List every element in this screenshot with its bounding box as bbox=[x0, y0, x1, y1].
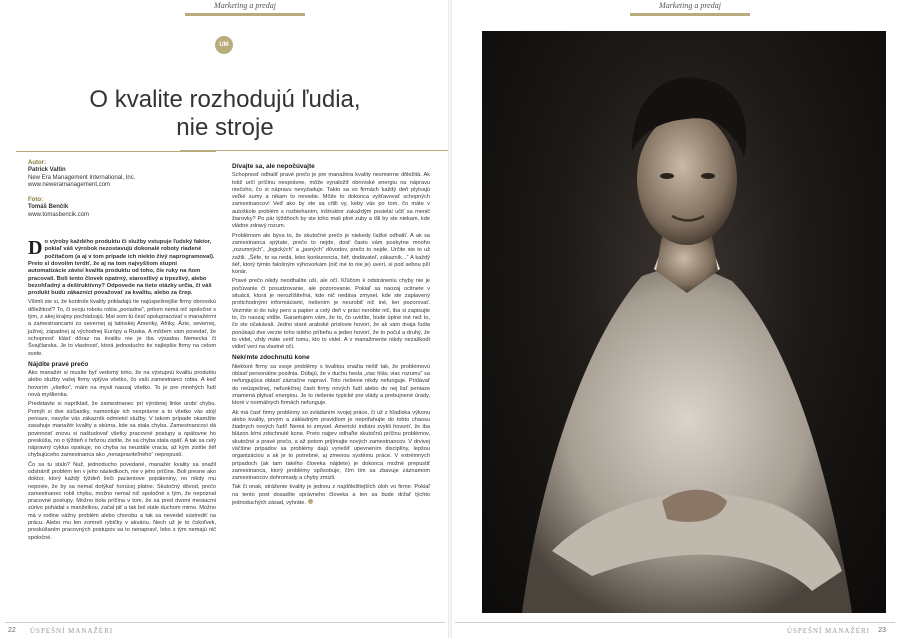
title-line-2: nie stroje bbox=[176, 114, 274, 141]
body-paragraph: Problémom ale býva to, že skutočné prečo je niekedy ťažké odhaliť. A ak sa zamestnanca spýtate, prečo to nejde, dosť často vám poskytne mnoho „rozumných“, „logických“ a „jasných“ dôvodov, prečo to nejde. Určite ste to už zažili. „Šéfe, to sa nedá, lebo konkurencia, šéf, dodávateľ, zákazník...“ A každý šéf, ktorý týmto falošným výhovorkám (nič iné to nie je) uverí, si pod sebou pílí konár. bbox=[232, 232, 430, 276]
title-rule bbox=[180, 150, 450, 151]
footer-rule bbox=[5, 622, 445, 623]
author-name: Patrick Valtin bbox=[28, 167, 66, 174]
body-paragraph: Všimli ste si, že kontrole kvality prikladajú tie najúspešnejšie firmy obrovskú dôležitosť? To, či svoju robotu robia „poriadne“, pritom nemá nič spoločné s tým, z akej krajiny pochádzajú. Mal som tú česť spolupracovať s manažérmi a zamestnancami zo severnej aj latinskej Ameriky, Afriky, Ázie, severnej, južnej, západnej aj východnej Európy a Ruska. A môžem vám povedať, že schopnosť klásť dôraz na kvalitu nie je iba výsadou Nemecka či Švajčiarska. Je to vlastnosť, ktorá jednoducho tie najlepšie firmy na celom svete. bbox=[28, 299, 216, 357]
subheading: Nájdite pravé prečo bbox=[28, 360, 89, 368]
page-gutter bbox=[448, 0, 452, 638]
portrait-photo bbox=[482, 31, 886, 613]
magazine-name: ÚSPEŠNÍ MANAŽÉRI bbox=[786, 627, 870, 635]
closing-text: Tak či onak, stráženie kvality je jednou z najdôležitejších úloh vo firme. Pokiaľ na tento post dosadíte správneho človeka a ten sa bude držať týchto jednoduchých zásad, vyhráte. bbox=[232, 484, 430, 507]
footer-rule bbox=[455, 622, 895, 623]
credits-rule bbox=[16, 151, 216, 152]
footer-right bbox=[450, 624, 900, 638]
body-paragraph: Pravé prečo nikdy neodhalíte uší, ale očí. Kľúčom k odstráneniu chyby nie je počúvanie či posudzovanie, ale pozorovanie. Pokiaľ sa naozaj ocitnete v situácii, ktorá je nerozlíšiteľná, kde nič nedáva zmysel, kde ste zaplavený protichodnými informáciami, riešením je neurobiť nič iné, len pozorovať. Vezmite si do ruky pero a papier a celý deň v práci nerobte nič, iba si zapisujte to, čo naozaj vidíte. Garantujem vám, že to, čo uvidíte, bude úplne iné než to, čo ste očakávali. Jedno staré arabské príslovie hovorí, že ak vám dvaja ľudia ponúkajú dve verzie toho istého príbehu a jeden hovorí, že to počul a druhý, že to videl, vždy máte veriť tomu, kto to videl. A v manažmente nikdy nezaškodí vidieť veci na vlastné oči. bbox=[232, 278, 430, 351]
photo-credit bbox=[28, 197, 216, 219]
left-eye bbox=[660, 173, 674, 179]
article-column-2 bbox=[232, 160, 430, 509]
body-paragraph: Ako manažér si musíte byť vedomý toho, že na výstupnú kvalitu produktu alebo služby vašej firmy vplýva všetko, čo vaši zamestnanci robia. A keď hovorím „všetko“, mám na mysli naozaj všetko. To je pre mnohých ľudí nová myšlienka. bbox=[28, 370, 216, 399]
end-mark-icon bbox=[308, 499, 313, 504]
face bbox=[637, 113, 737, 245]
magazine-name: ÚSPEŠNÍ MANAŽÉRI bbox=[30, 627, 114, 635]
body-paragraph: Predstavte si napríklad, že zamestnanec pri výrobnej linke urobí chybu. Pomýli si dve súčiastky, namontuje ich nesprávne a to všetko vás stojí peniaze, navyše vás zákazník odmietol služby. V takom prípade okamžite zasahuje manažér kvality a skúma, kde sa stala chyba. Zamestnancovi dá povinnosť znovu si naštudovať všetky pracovné postupy a opätovne ho preskúša, no o týždeň s hrôzou zistíte, že sa chyba stala opäť. A tak sa celý nápravný cyklus opakuje, no chyba sa neustále vracia, až kým zistíte šéf chybujúceho zamestnanca ako „nenapraviteľného“ neprepustí. bbox=[28, 401, 216, 459]
photo-label: Foto: bbox=[28, 197, 43, 204]
drop-cap: D bbox=[28, 237, 43, 260]
section-tab: Marketing a predaj bbox=[630, 0, 750, 16]
footer-left bbox=[0, 624, 450, 638]
lead-text: o výroby každého produktu či služby vstupuje ľudský faktor, pokiaľ váš výrobok nezostavujú dokonalé roboty riadené počítačom (a aj v tom prípade ich niekto živý naprogramoval). Preto si dovolím tvrdiť, že aj na tom najvyššom stupni automatizácie závisí kvalita produktu od toho, čie ruky na ňom pracovali. Boli tento človek opatrný, starostlivý a trpezlivý, alebo bezohľadný a deštruktívny? Odpovede na tieto otázky určia, či váš produkt budú zákazníci považovať za kvalitu, alebo za črep. bbox=[28, 239, 215, 297]
subheading: Nekŕmte zdochnutú kone bbox=[232, 354, 310, 362]
article-title bbox=[60, 86, 390, 142]
subheading: Dívajte sa, ale nepočúvajte bbox=[232, 163, 315, 170]
author-web: www.neweramanagement.com bbox=[28, 181, 111, 188]
author-label: Autor: bbox=[28, 160, 46, 166]
body-paragraph: Schopnosť odhaliť pravé prečo je pre manažéra kvality nesmierne dôležitá. Ak totiž určí príčinu nesprávne, môže vynaložiť obrovské energiu na nápravu niečoho, čo si nápravu nevyžaduje. Takto sa vo firmách každý deň plytvajú veľké sumy a nikam to nevedie. Môže to dokonca vyšťavovať schopných zamestnancov! Veď ako by ste sa cítili vy, keby vás po tom, čo máte v autoškole problém s rozbiehaním, inštruktor zakaždým posielal učiť sa menič žiarovky? Po pár týždňoch by ste toho mali plné zuby a išli by ste niekam, kde vládne zdravý rozum. bbox=[232, 172, 430, 230]
um-logo-badge: UM bbox=[215, 36, 233, 54]
article-column-1 bbox=[28, 160, 216, 544]
body-paragraph: Niektoré firmy sa svoje problémy s kvalitou snažia riešiť tak, že problémovú oblasť personálne posilnia. Dúfajú, že v duchu hesla „viac hláv, viac rozumu“ sa nefungujúca oblasť zázračne napraví. Toto riešenie nikdy nefunguje. Pridávať do neúspešnej, nefunkčnej časti firmy nových ľudí alebo do nej liať peniaze znamená plytvať energiou. Je to riešenie typické pre vlády a prebujnené úrady, ktoré v normálnych firmách nefunguje. bbox=[232, 363, 430, 407]
section-tab: Marketing a predaj bbox=[185, 0, 305, 16]
author-company: New Era Management International, Inc. bbox=[28, 174, 136, 181]
photo-web: www.tomasbencik.com bbox=[28, 211, 90, 218]
portrait-illustration bbox=[482, 31, 886, 613]
title-line-1: O kvalite rozhodujú ľudia, bbox=[89, 86, 361, 113]
closing-paragraph bbox=[232, 484, 430, 507]
page-number: 22 bbox=[8, 627, 16, 634]
photo-name: Tomáš Benčík bbox=[28, 204, 69, 211]
body-paragraph: Ak má časť firmy problémy so zvládaním svojej práce, či už z hľadiska výkonu alebo kvality, prvým a základným pravidlom je nepriťahujte do tohto chaosu žiadnych nových ľudí! Nemá to zmysel. Americkí indiáni zvykli hovoriť, že iba blázon kŕmi zdochnuté kone. Preto najprv odhaľte skutočnú príčinu problémov, skutočné a pravé prečo, a až potom prijímajte nových zamestnancov. V drvivej väčšine prípadov sa problémy dajú vyriešiť upevnením disciplíny, lepšou organizáciou a ak je to potrebné, aj zmenou systému práce. V extrémnych prípadoch (ak tam takého človeka nájdete) je dokonca možné prepustiť zamestnanca, ktorý problémy spôsobuje, čím tím sa zbavuje záznamom zamestnancov dohromady a chyby zmizli. bbox=[232, 409, 430, 482]
lead-paragraph bbox=[28, 239, 216, 297]
page-number: 23 bbox=[878, 627, 886, 634]
body-paragraph: Čo sa tu stalo? Nuž, jednoducho povedané, manažér kvality sa snažil odstrániť problém len v jeho následkoch, nie v jeho príčine. Boli presne ako doktor, ktorý každý týždeň lieči pacientove popáleniny, no nikdy mu nepovie, že by sa nemal dotýkať horúcej platne. Skutočný dôvod, prečo zamestnanec robil chybu, možno nemal nič spoločné s tým, že nepoznal pracovné postupy. Možno bola príčina v tom, že sa pred dvomi mesiacmi zúrivo pohádal s manželkou, začal piť a tak bol stále duchom mimo. Možno má v rodine vážny problém alebo chorobu a tak sa nevedel sústrediť na prácu. Alebo mu len zomreli rybičky v akváriu. Nech už je to čokoľvek, preskúšaním pracovných postupov sa to nenapraví, lebo s tým nemajú nič spoločné. bbox=[28, 461, 216, 541]
author-credit bbox=[28, 160, 216, 189]
right-eye bbox=[701, 173, 715, 179]
